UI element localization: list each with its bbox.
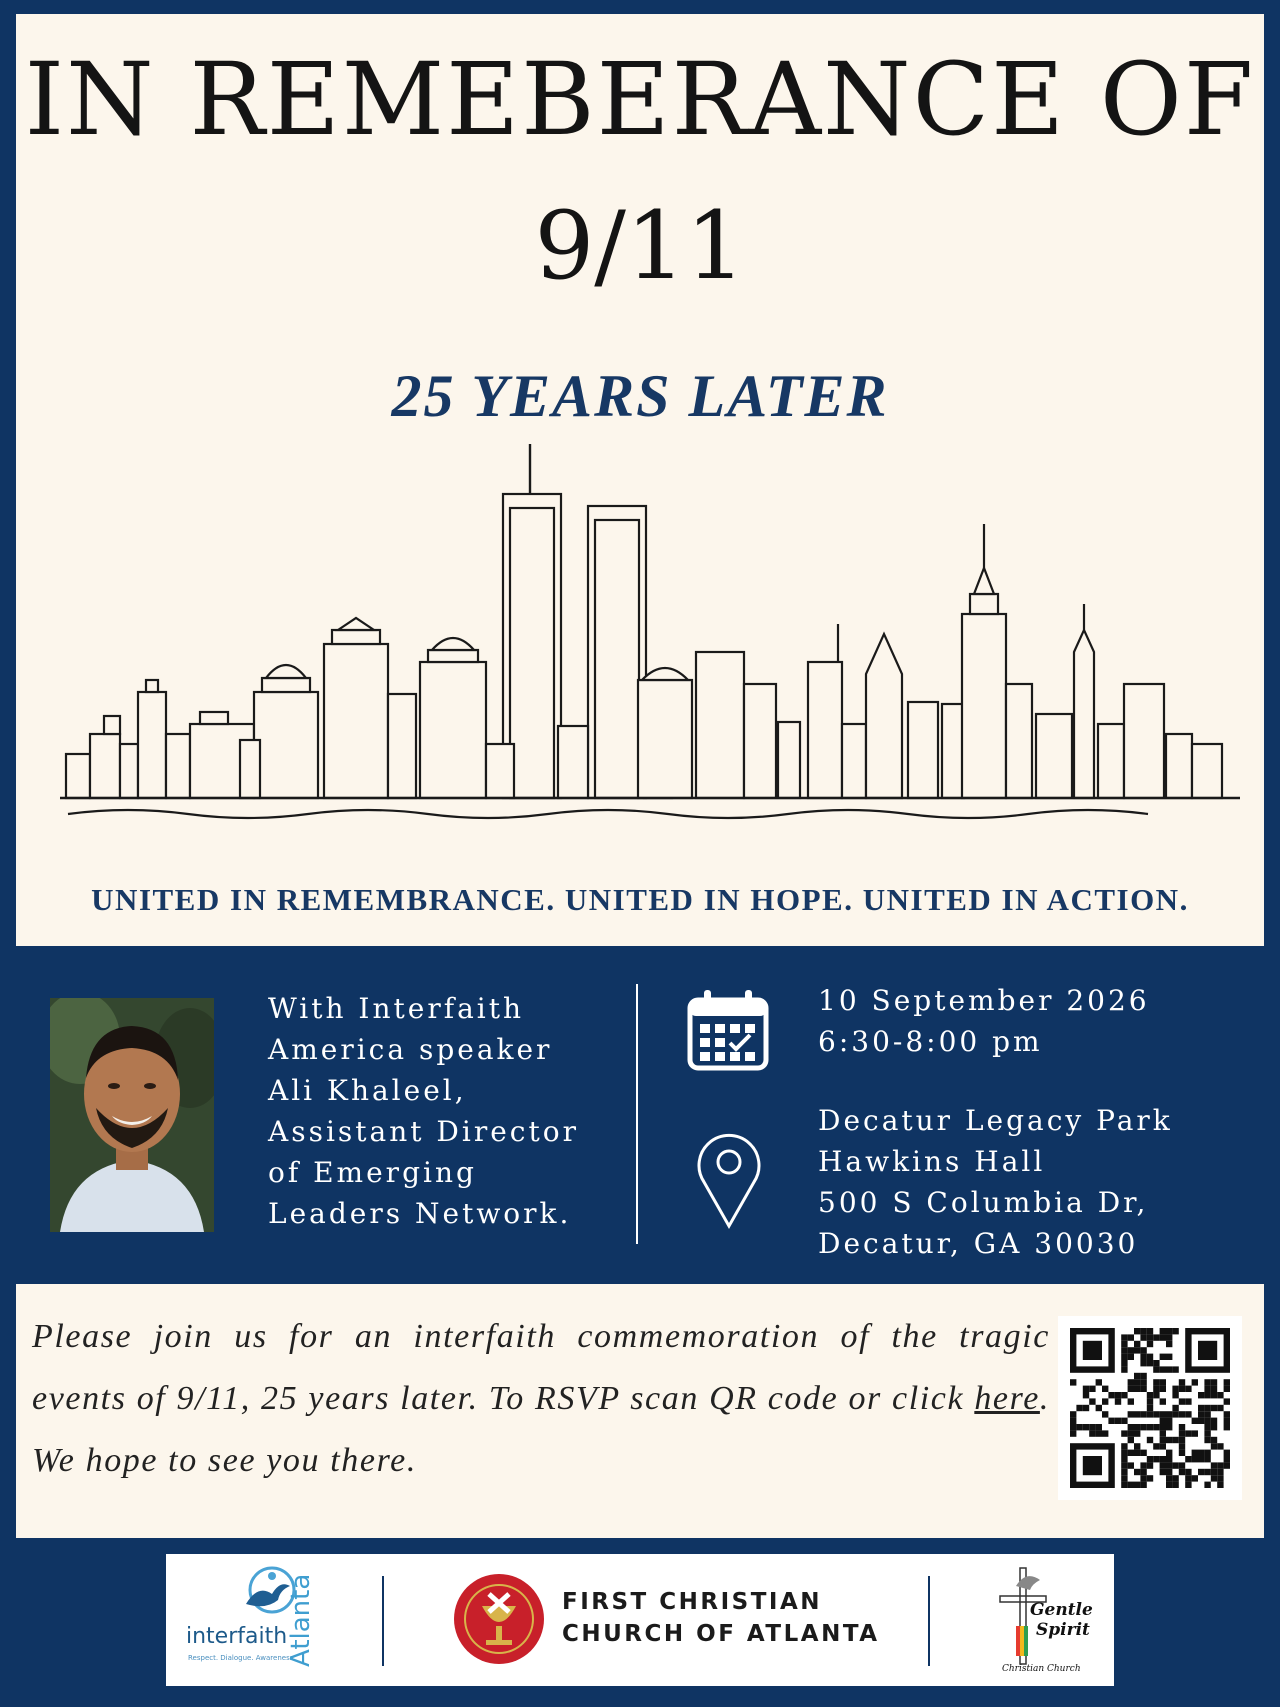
address-line: 500 S Columbia Dr, <box>818 1186 1149 1219</box>
interfaith-word: interfaith <box>186 1624 288 1649</box>
location-pin-icon <box>694 1126 764 1230</box>
event-date: 10 September 2026 <box>818 984 1150 1017</box>
speaker-photo <box>50 998 214 1232</box>
gentle-spirit-logo <box>986 1560 1106 1682</box>
sponsor-divider <box>382 1576 384 1666</box>
address-line: Decatur, GA 30030 <box>818 1227 1139 1260</box>
invite-text-end: . We hope to see you there. <box>32 1380 1050 1479</box>
chalice-logo-icon <box>452 1572 546 1666</box>
fcca-name <box>562 1586 880 1650</box>
sponsor-strip <box>166 1554 1114 1686</box>
header-panel <box>16 14 1264 946</box>
fcca-line-1: FIRST CHRISTIAN <box>562 1589 822 1615</box>
interfaith-atlanta-word: Atlanta <box>286 1573 316 1667</box>
address-line: Decatur Legacy Park <box>818 1104 1173 1137</box>
vertical-divider <box>636 984 638 1244</box>
subtitle: 25 YEARS LATER <box>391 363 889 429</box>
invite-text-start: Please join us for an interfaith commemoration of the tragic events of 9/11, 25 years later. To RSVP scan QR code or click <box>32 1318 1050 1417</box>
gentle-spirit-line-3: Christian Church <box>1002 1664 1081 1674</box>
title-line-1: IN REMEBERANCE OF <box>24 41 1256 158</box>
title-line-2: 9/11 <box>534 192 746 301</box>
event-datetime <box>818 980 1150 1062</box>
event-time: 6:30-8:00 pm <box>818 1025 1043 1058</box>
speaker-line: of Emerging <box>268 1156 477 1189</box>
rsvp-link[interactable]: here <box>974 1380 1040 1417</box>
speaker-line: America speaker <box>268 1033 553 1066</box>
address-line: Hawkins Hall <box>818 1145 1046 1178</box>
invitation-text <box>32 1306 1050 1492</box>
calendar-icon <box>686 988 770 1072</box>
qr-code[interactable] <box>1058 1316 1242 1500</box>
tagline: UNITED IN REMEMBRANCE. UNITED IN HOPE. UNITED IN ACTION. <box>91 882 1189 917</box>
interfaith-tagline: Respect. Dialogue. Awareness. <box>188 1654 296 1662</box>
speaker-description <box>268 988 628 1234</box>
skyline-illustration <box>48 444 1248 864</box>
event-address <box>818 1100 1173 1264</box>
sponsor-divider <box>928 1576 930 1666</box>
speaker-line: Assistant Director <box>268 1115 579 1148</box>
speaker-line: Leaders Network. <box>268 1197 572 1230</box>
gentle-spirit-line-2: Spirit <box>1036 1620 1090 1640</box>
speaker-line: With Interfaith <box>268 992 525 1025</box>
invitation-panel <box>16 1284 1264 1538</box>
fcca-line-2: CHURCH OF ATLANTA <box>562 1621 880 1647</box>
gentle-spirit-line-1: Gentle <box>1030 1600 1093 1620</box>
speaker-line: Ali Khaleel, <box>268 1074 467 1107</box>
